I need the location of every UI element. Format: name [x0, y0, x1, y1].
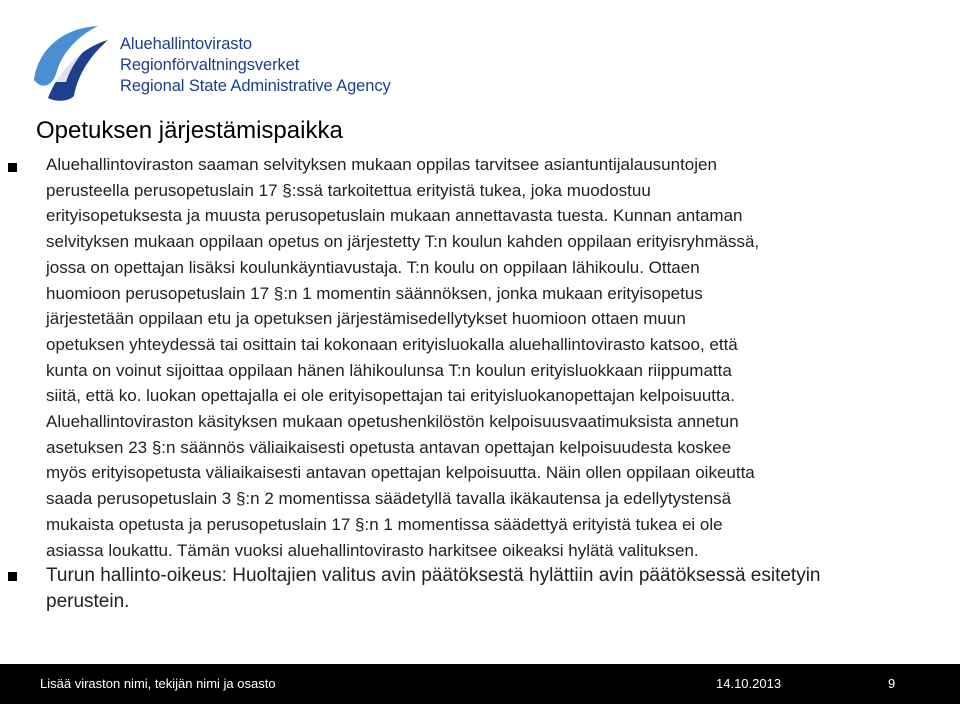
- text-line: kunta on voinut sijoittaa oppilaan hänen lähikoulunsa T:n koulun erityisluokkaan riippumatta: [46, 360, 732, 380]
- agency-name-english: Regional State Administrative Agency: [120, 77, 391, 95]
- slide-title: Opetuksen järjestämispaikka: [36, 117, 343, 144]
- text-line: huomioon perusopetuslain 17 §:n 1 momentin säännöksen, jonka mukaan erityisopetus: [46, 283, 703, 303]
- text-line: Aluehallintoviraston saaman selvityksen mukaan oppilas tarvitsee asiantuntijalausuntojen: [46, 155, 717, 174]
- footer-page-number: 9: [888, 676, 896, 691]
- footer-author-text: Lisää viraston nimi, tekijän nimi ja osasto: [40, 676, 276, 691]
- text-line: siitä, että ko. luokan opettajalla ei ole erityisopettajan tai erityisluokanopettajan kelpoisuutta.: [46, 386, 735, 406]
- text-line: asetuksen 23 §:n säännös väliaikaisesti opetusta antavan opettajan kelpoisuudesta koskee: [46, 437, 732, 457]
- text-line: saada perusopetuslain 3 §:n 2 momentissa säädetyllä tavalla ikäkautensa ja edellytystensä: [46, 489, 732, 509]
- slide-body: [8, 152, 928, 615]
- text-line: Aluehallintoviraston käsityksen mukaan opetushenkilöstön kelpoisuusvaatimuksista annetun: [46, 412, 739, 432]
- text-line: järjestetään oppilaan etu ja opetuksen järjestämisedellytykset huomioon ottaen muun: [46, 309, 686, 329]
- square-bullet-icon: [8, 163, 17, 172]
- bullet-item-decision: [8, 152, 928, 563]
- agency-name-swedish: Regionförvaltningsverket: [120, 56, 300, 74]
- text-line: perustein.: [46, 591, 130, 613]
- text-line: erityisopetuksesta ja muusta perusopetuslain mukaan annettavasta tuesta. Kunnan antaman: [46, 206, 743, 226]
- text-line: mukaista opetusta ja perusopetuslain 17 §:n 1 momentissa säädettyä erityistä tukea ei ole: [46, 514, 723, 534]
- text-line: asiassa loukattu. Tämän vuoksi aluehallintovirasto harkitsee oikeaksi hylätä valituksen.: [46, 540, 699, 560]
- bullet-text: [46, 563, 928, 615]
- agency-name-finnish: Aluehallintovirasto: [120, 35, 253, 53]
- square-bullet-icon: [8, 572, 17, 581]
- text-line: jossa on opettajan lisäksi koulunkäyntiavustaja. T:n koulu on oppilaan lähikoulu. Ottaen: [46, 257, 700, 277]
- bullet-item-court: [8, 563, 928, 615]
- agency-name-block: [120, 34, 391, 97]
- agency-logo-mark-icon: [28, 22, 110, 102]
- text-line: Turun hallinto-oikeus: Huoltajien valitus avin päätöksestä hylättiin avin päätöksessä esitetyin: [46, 565, 821, 587]
- agency-logo: [28, 22, 448, 102]
- text-line: myös erityisopetusta väliaikaisesti antavan opettajan kelpoisuutta. Näin ollen oppilaan oikeutta: [46, 463, 755, 483]
- text-line: selvityksen mukaan oppilaan opetus on järjestetty T:n koulun kahden oppilaan erityisryhmässä,: [46, 232, 760, 252]
- text-line: perusteella perusopetuslain 17 §:ssä tarkoitettua erityistä tukea, joka muodostuu: [46, 180, 651, 200]
- footer-date: 14.10.2013: [716, 676, 782, 691]
- slide-footer: [0, 664, 960, 704]
- text-line: opetuksen yhteydessä tai osittain tai kokonaan erityisluokalla aluehallintovirasto katsoo, että: [46, 334, 738, 354]
- bullet-text: [46, 152, 928, 563]
